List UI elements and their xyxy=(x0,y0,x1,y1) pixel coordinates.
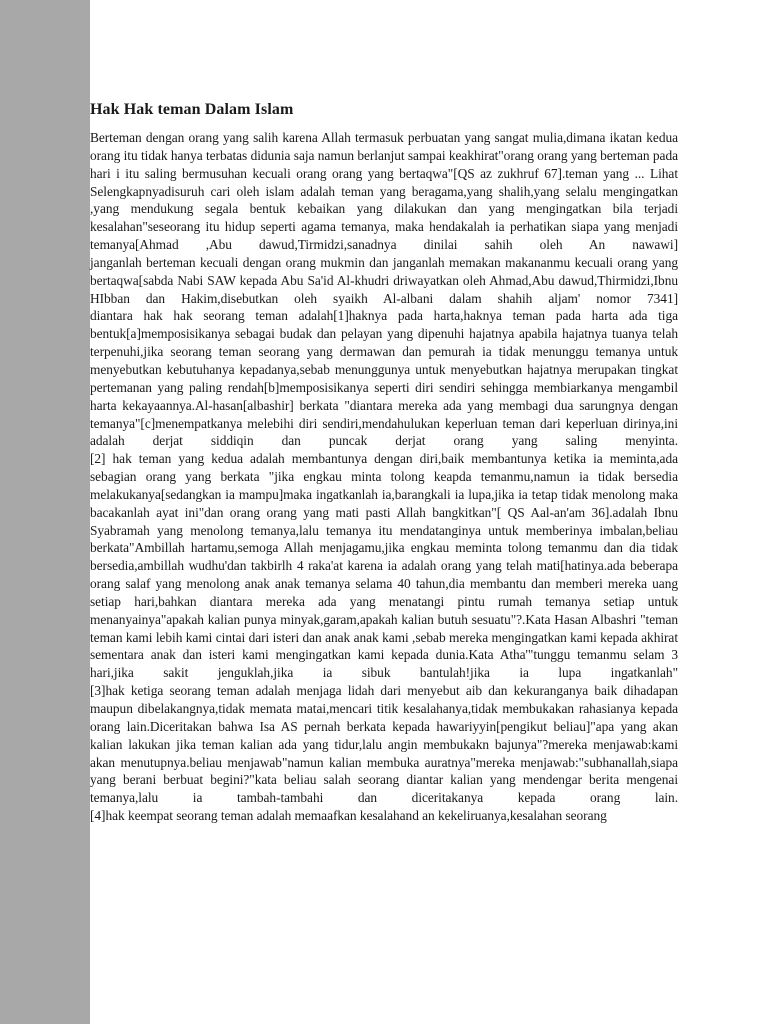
paragraph-right-4: [4]hak keempat seorang teman adalah memaafkan kesalahand an kekeliruanya,kesalahan seorang xyxy=(90,808,607,824)
left-margin-bar xyxy=(0,0,90,1024)
document-content xyxy=(90,100,678,825)
paragraph-right-2: [2] hak teman yang kedua adalah membantunya dengan diri,baik membantunya ketika ia meminta,ada sebagian orang yang berkata "jika engkau minta tolong keapda temanmu,namun ia tidak bersedia melakukanya[sedangkan ia mampu]maka ingatkanlah ia,barangkali ia lupa,jika ia tetap tidak menolong maka bacakanlah ayat ini"dan orang orang yang mati pasti Allah bangkitkan"[ QS Aal-an'am 36].adalah Ibnu Syabramah yang menolong temanya,lalu temanya itu mendatanginya untuk memberinya imbalan,beliau berkata"Ambillah hartamu,semoga Allah menjagamu,jika engkau meminta tolong temanmu dan dia tidak bersedia,ambillah wudhu'dan takbirlh 4 raka'at karena ia adalah orang yang telah mati[hatinya.ada beberapa orang salaf yang menolong anak anak temanya selama 40 tahun,dia membantu dan memberi mereka uang setiap hari,bahkan diantara mereka ada yang menatangi pintu rumah temanya setiap untuk menanyainya"apakah kalian punya minyak,garam,apakah kalian butuh sesuatu"?.Kata Hasan Albashri "teman teman kami lebih kami cintai dari isteri dan anak anak kami ,sebab mereka mengingatkan kami kepada akhirat sementara anak dan isteri kami mengingatkan kami kepada dunia.Kata Atha'"tunggu temanmu selam 3 hari,jika sakit jenguklah,jika ia sibuk bantulah!jika ia lupa ingatkanlah" xyxy=(90,451,678,681)
paragraph-right-1: diantara hak hak seorang teman adalah[1]haknya pada harta,haknya teman pada harta ada tiga bentuk[a]memposisikanya sebagai budak dan pelayan yang dipenuhi hajatnya apabila hajatnya tuanya telah terpenuhi,jika seorang teman seorang yang dermawan dan pemurah ia tidak menunggu temanya untuk menyebutkan kebutuhanya kepadanya,sebab menunggunya untuk menyebutkan hajatnya merupakan tingkat pertemanan yang paling rendah[b]memposisikanya seperti diri sendiri sehingga membiarkanya mengambil harta kekayaannya.Al-hasan[albashir] berkata "diantara mereka ada yang membagi dua sarungnya dengan temanya"[c]menempatkanya melebihi diri sendiri,mendahulukan keperluan teman dari keperluan dirinya,ini adalah derjat siddiqin dan puncak derjat orang yang saling menyinta. xyxy=(90,308,678,449)
paragraph-hadith: janganlah berteman kecuali dengan orang mukmin dan janganlah memakan makananmu kecuali orang yang bertaqwa[sabda Nabi SAW kepada Abu Sa'id Al-khudri driwayatkan oleh Ahmad,Abu dawud,Thirmidzi,Ibnu HIbban dan Hakim,disebutkan oleh syaikh Al-albani dalam shahih aljam' nomor 7341] xyxy=(90,254,678,306)
document-body xyxy=(90,129,678,825)
document-title: Hak Hak teman Dalam Islam xyxy=(90,101,294,118)
paragraph-intro: Berteman dengan orang yang salih karena Allah termasuk perbuatan yang sangat mulia,dimana ikatan kedua orang itu tidak hanya terbatas didunia saja namun berlanjut sampai keakhirat"orang orang yang berteman pada hari i itu saling bermusuhan kecuali orang orang yang bertaqwa"[QS az zukhruf 67].teman yang ... Lihat Selengkapnyadisuruh cari oleh islam adalah teman yang beragama,yang shalih,yang selalu mengingatkan ,yang mendukung segala bentuk kebaikan yang dilakukan dan yang mengingatkan bila terjadi kesalahan"seseorang itu hidup seperti agama temanya, maka hendakalah ia perhatikan siapa yang menjadi temanya[Ahmad ,Abu dawud,Tirmidzi,sanadnya dinilai sahih oleh An nawawi] xyxy=(90,130,678,253)
paragraph-right-3: [3]hak ketiga seorang teman adalah menjaga lidah dari menyebut aib dan kekuranganya baik dihadapan maupun dibelakangnya,tidak memata matai,mencari titik kesalahanya,tidak membukakan rahasianya kepada orang lain.Diceritakan bahwa Isa AS pernah berkata kepada hawariyyin[pengikut beliau]"apa yang akan kalian lakukan jika teman kalian ada yang tidur,lalu angin membukakn bajunya"?mereka menjawab:kami akan menutupnya.beliau menjawab"namun kalian membuka auratnya"mereka menjawab:"subhanallah,siapa yang berani berbuat begini?"kata beliau salah seorang diantar kalian yang mendengar berita mengenai temanya,lalu ia tambah-tambahi dan diceritakanya kepada orang lain. xyxy=(90,683,678,806)
